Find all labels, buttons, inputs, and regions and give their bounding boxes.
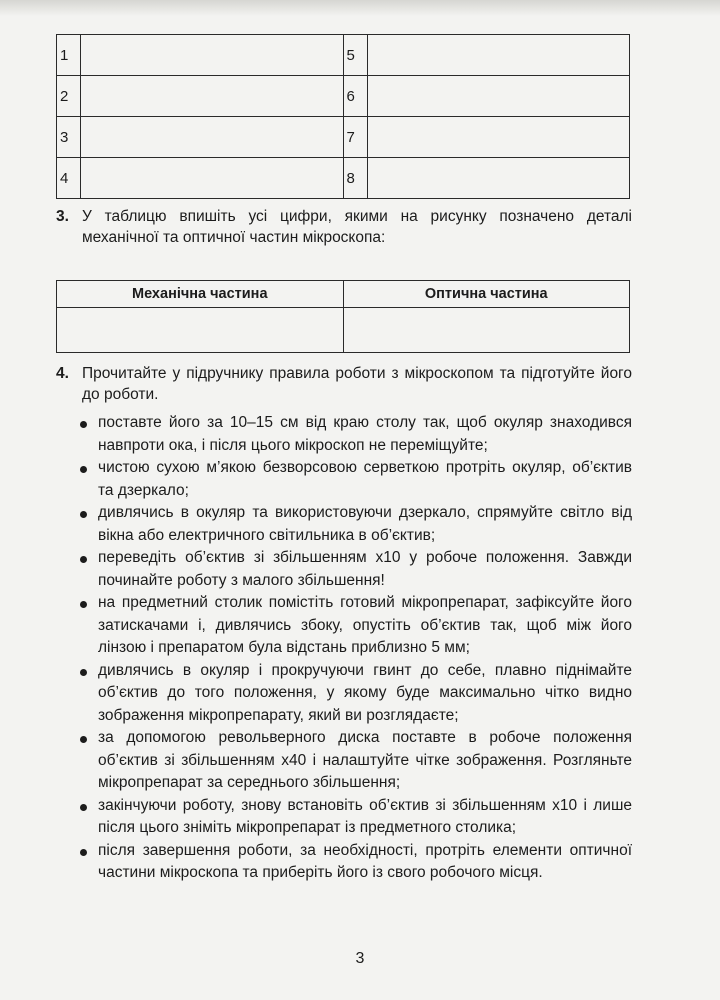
list-item <box>78 660 632 728</box>
number-table <box>56 34 630 199</box>
task-4 <box>58 363 632 405</box>
column-header-mechanical: Механічна частина <box>57 281 344 308</box>
column-header-optical: Оптична частина <box>343 281 630 308</box>
row-number-left: 3 <box>57 117 81 158</box>
task-number: 4. <box>56 365 69 382</box>
page-number: 3 <box>355 950 365 967</box>
list-item <box>78 592 632 660</box>
task-number: 3. <box>56 208 69 225</box>
row-number-right: 5 <box>343 35 367 76</box>
answer-cell[interactable] <box>367 117 630 158</box>
list-item-text: після завершення роботи, за необхідності, протріть елементи оптичної частини мікроскопа та приберіть його із свого робочого місця. <box>98 841 632 881</box>
bullet-icon <box>80 511 87 518</box>
list-item-text: за допомогою револьверного диска поставте в робоче положення об’єктив зі збільшенням х40 і налаштуйте чітке зображення. Розгляньте мікропрепарат за середнього збільшення; <box>98 729 632 791</box>
answer-cell[interactable] <box>367 76 630 117</box>
list-item-text: чистою сухою м’якою безворсовою серветкою протріть окуляр, об’єктив та дзеркало; <box>98 459 632 499</box>
task-3 <box>58 206 632 248</box>
list-item-text: дивлячись в окуляр і прокручуючи гвинт до себе, плавно піднімайте об’єктив до того положення, у якому буде максимально чітко видно зображення мікропрепарату, який ви розглядаєте; <box>98 661 632 724</box>
table-row <box>57 158 630 199</box>
list-item <box>78 412 632 457</box>
task-text: Прочитайте у підручнику правила роботи з мікроскопом та підготуйте його до роботи. <box>82 365 632 403</box>
list-item <box>78 795 632 840</box>
bullet-icon <box>80 421 87 428</box>
instruction-list <box>78 412 632 885</box>
list-item <box>78 502 632 547</box>
table-row <box>57 35 630 76</box>
list-item <box>78 547 632 592</box>
bullet-icon <box>80 466 87 473</box>
bullet-icon <box>80 736 87 743</box>
task-text: У таблицю впишіть усі цифри, якими на рисунку позначено деталі механічної та оптичної частин мікроскопа: <box>82 208 632 246</box>
answer-cell[interactable] <box>81 158 344 199</box>
bullet-icon <box>80 804 87 811</box>
parts-table <box>56 280 630 353</box>
row-number-right: 6 <box>343 76 367 117</box>
answer-cell[interactable] <box>81 76 344 117</box>
answer-cell[interactable] <box>81 35 344 76</box>
bullet-icon <box>80 601 87 608</box>
list-item-text: на предметний столик помістіть готовий мікропрепарат, зафіксуйте його затискачами і, дивлячись збоку, опустіть об’єктив так, щоб між його лінзою і препаратом була відстань приблизно 5 мм; <box>98 594 632 656</box>
bullet-icon <box>80 669 87 676</box>
list-item <box>78 727 632 795</box>
mechanical-answer-cell[interactable] <box>57 308 344 353</box>
row-number-left: 2 <box>57 76 81 117</box>
table-header-row <box>57 281 630 308</box>
bullet-icon <box>80 849 87 856</box>
table-row <box>57 117 630 158</box>
list-item <box>78 840 632 885</box>
answer-cell[interactable] <box>367 158 630 199</box>
answer-cell[interactable] <box>367 35 630 76</box>
optical-answer-cell[interactable] <box>343 308 630 353</box>
table-row <box>57 308 630 353</box>
row-number-left: 1 <box>57 35 81 76</box>
list-item <box>78 457 632 502</box>
answer-cell[interactable] <box>81 117 344 158</box>
page-top-edge <box>0 0 720 16</box>
row-number-right: 7 <box>343 117 367 158</box>
table-row <box>57 76 630 117</box>
row-number-left: 4 <box>57 158 81 199</box>
bullet-icon <box>80 556 87 563</box>
list-item-text: закінчуючи роботу, знову встановіть об’єктив зі збільшенням х10 і лише після цього зніміть мікропрепарат із предметного столика; <box>98 796 632 836</box>
list-item-text: поставте його за 10–15 см від краю столу так, щоб окуляр знаходився навпроти ока, і після цього мікроскоп не переміщуйте; <box>98 414 632 454</box>
list-item-text: дивлячись в окуляр та використовуючи дзеркало, спрямуйте світло від вікна або електричного світильника в об’єктив; <box>98 504 632 544</box>
row-number-right: 8 <box>343 158 367 199</box>
list-item-text: переведіть об’єктив зі збільшенням х10 у робоче положення. Завжди починайте роботу з малого збільшення! <box>98 549 632 589</box>
